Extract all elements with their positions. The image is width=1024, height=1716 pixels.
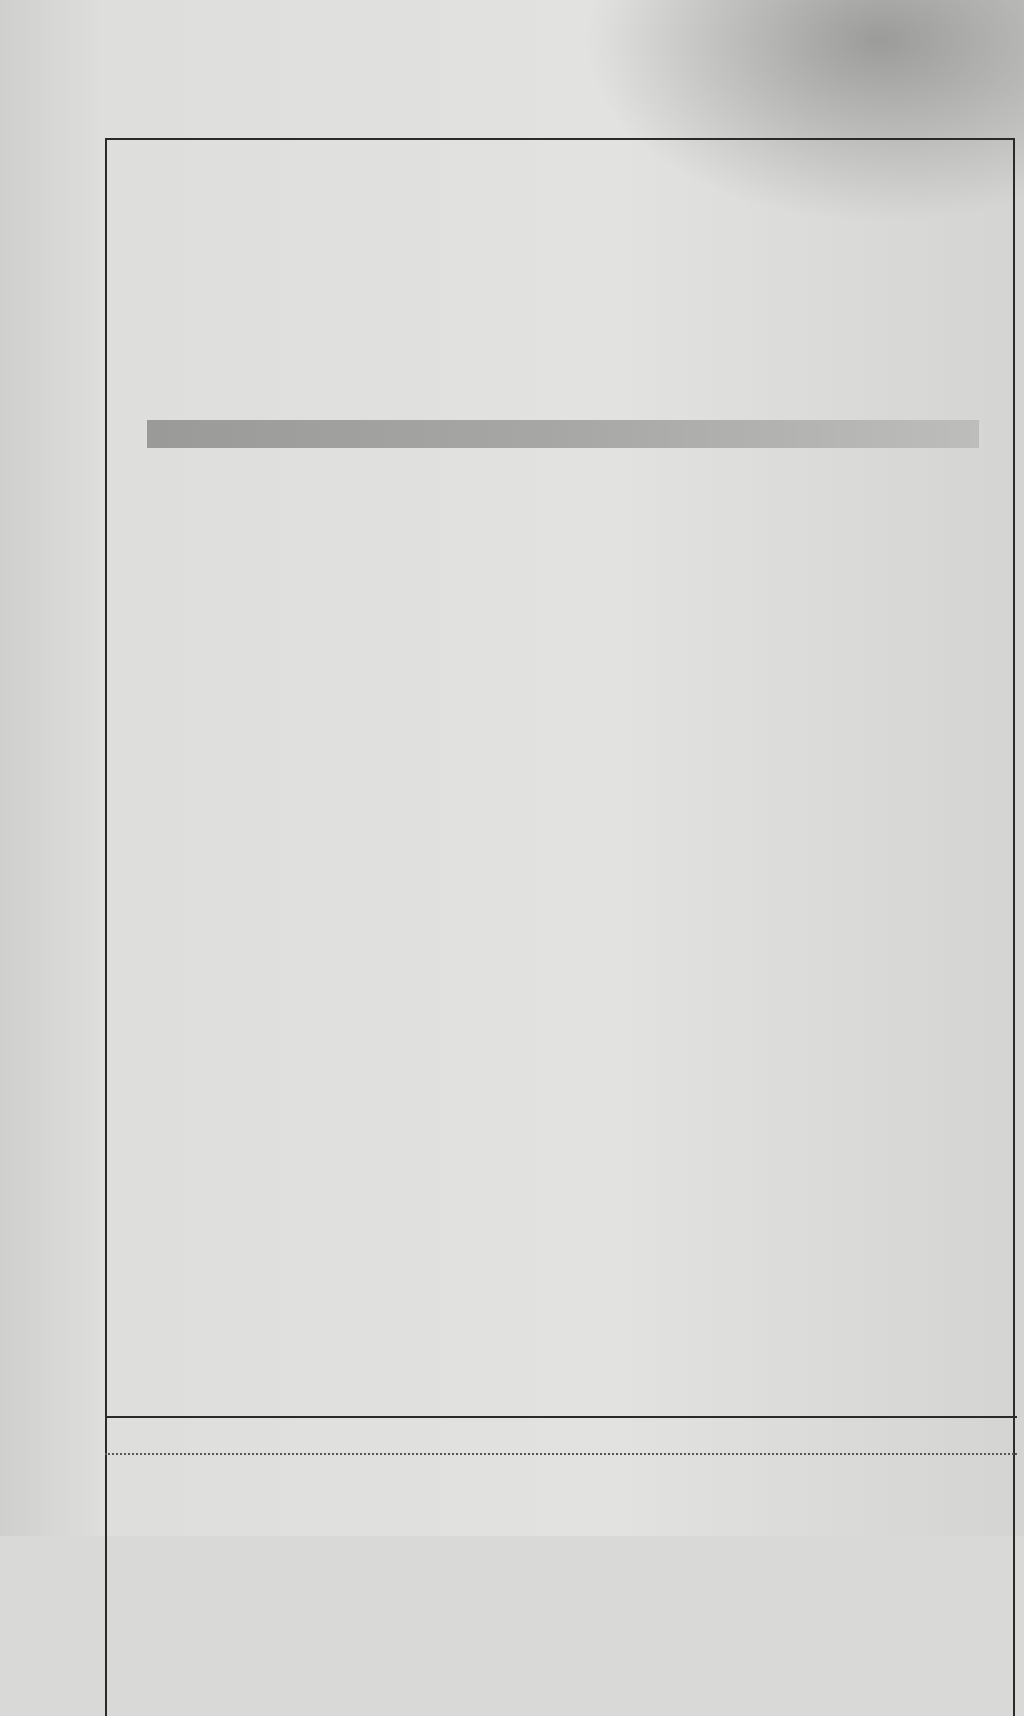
toc-frame [105,138,1015,1716]
frame-left-border [105,138,107,1418]
footer-dotted-rule [105,1453,1017,1455]
toc-jurisprudence [165,468,977,545]
frame-right-border [1013,138,1015,1418]
frame-bottom-border [105,1416,1017,1418]
section-banner [147,420,979,448]
